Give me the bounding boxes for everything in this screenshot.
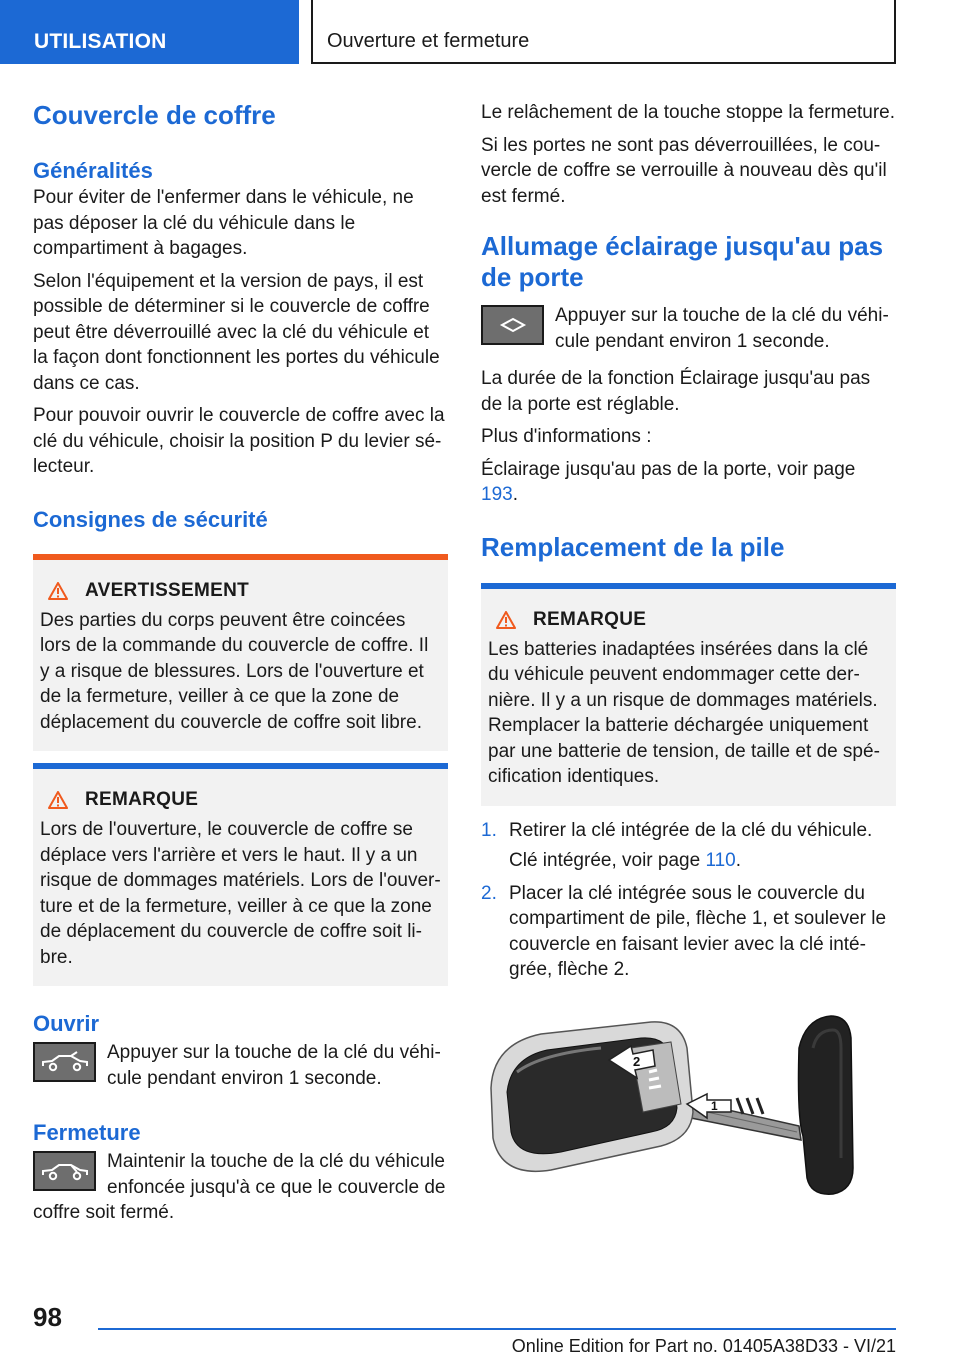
step-main-text: Retirer la clé intégrée de la clé du véhicule. bbox=[509, 819, 873, 841]
page-link-193[interactable]: 193 bbox=[481, 484, 513, 505]
paragraph: Pour éviter de l'enfermer dans le véhicule, ne pas déposer la clé du véhicule dans le compartiment à bagages. bbox=[33, 187, 414, 259]
notice-title-row bbox=[40, 789, 441, 811]
chapter-tab bbox=[311, 0, 896, 64]
step-sub bbox=[509, 848, 741, 874]
page-link-110[interactable]: 110 bbox=[705, 850, 736, 871]
step-number: 2. bbox=[481, 882, 497, 904]
steps-list bbox=[481, 818, 896, 983]
fermeture-block bbox=[33, 1149, 448, 1226]
light-diamond-icon bbox=[481, 305, 544, 345]
car-trunk-icon bbox=[33, 1151, 96, 1191]
notice-box bbox=[33, 763, 448, 986]
step-number: 1. bbox=[481, 819, 497, 841]
notice-triangle-icon bbox=[496, 611, 516, 629]
footer-divider bbox=[98, 1328, 896, 1330]
heading-generalites: Généralités bbox=[33, 158, 153, 183]
allumage-key-row bbox=[481, 303, 896, 354]
page-title: Couvercle de coffre bbox=[33, 100, 276, 130]
heading-ouvrir: Ouvrir bbox=[33, 1011, 100, 1036]
paragraph: Si les portes ne sont pas déverrouillées, le couvercle de coffre se verrouille à nouveau dès qu'il est fermé. bbox=[481, 134, 887, 207]
step-sub-text: Clé intégrée, voir page bbox=[509, 850, 706, 871]
footer-edition: Online Edition for Part no. 01405A38D33 - VI/21 bbox=[511, 1336, 896, 1356]
heading-allumage: Allumage éclairage jusqu'au pas de porte bbox=[481, 231, 884, 292]
notice-box-pile bbox=[481, 583, 896, 806]
notice-triangle-icon bbox=[48, 791, 68, 809]
key-fob-illustration bbox=[481, 1008, 896, 1204]
notice-text: Lors de l'ouverture, le couvercle de coffre se déplace vers l'arrière et vers le haut. Il y a un risque de dommages matériels. Lors de l'ouverture et de la fermeture, veiller à ce que la zone de déplacement du couvercle de coffre soit libre. bbox=[40, 819, 441, 968]
paragraph: La durée de la fonction Éclairage jusqu'au pas de la porte est réglable. bbox=[481, 368, 871, 415]
ouvrir-key-row bbox=[33, 1040, 448, 1091]
reference-text: Éclairage jusqu'au pas de la porte, voir page bbox=[481, 458, 856, 480]
warning-triangle-icon bbox=[48, 582, 68, 600]
warning-title: AVERTISSEMENT bbox=[85, 579, 250, 601]
car-trunk-icon bbox=[33, 1042, 96, 1082]
fermeture-text: Maintenir la touche de la clé du véhicule enfoncée jusqu'à ce que le couvercle de coffre soit fermé. bbox=[33, 1151, 446, 1223]
notice-title: REMARQUE bbox=[533, 608, 647, 630]
step-text bbox=[509, 818, 872, 874]
left-column bbox=[33, 100, 448, 1226]
warning-text: Des parties du corps peuvent être coincées lors de la commande du couvercle de coffre. Il y a risque de blessures. Lors de l'ouverture et de la fermeture, veiller à ce que la zone de déplacement du couvercle de coffre soit libre. bbox=[40, 609, 429, 733]
allumage-key-text: Appuyer sur la touche de la clé du véhicule pendant environ 1 seconde. bbox=[555, 305, 889, 352]
ouvrir-text: Appuyer sur la touche de la clé du véhicule pendant environ 1 seconde. bbox=[107, 1042, 441, 1089]
paragraph: Le relâchement de la touche stoppe la fermeture. bbox=[481, 102, 896, 123]
section-title: UTILISATION bbox=[34, 30, 167, 53]
section-tab bbox=[0, 0, 299, 64]
reference-line bbox=[481, 457, 896, 508]
paragraph: Plus d'informations : bbox=[481, 426, 652, 447]
heading-consignes: Consignes de sécurité bbox=[33, 506, 268, 532]
notice-title-row bbox=[488, 609, 889, 631]
arrow-label-1: 1 bbox=[711, 1099, 718, 1113]
heading-fermeture: Fermeture bbox=[33, 1120, 141, 1145]
warning-title-row bbox=[40, 580, 441, 602]
reference-end: . bbox=[512, 484, 518, 505]
chapter-title: Ouverture et fermeture bbox=[327, 30, 530, 52]
list-item bbox=[481, 881, 896, 983]
step-text: Placer la clé intégrée sous le couvercle du compartiment de pile, flèche 1, et soulever le couvercle en faisant levier avec la clé intégrée, flèche 2. bbox=[509, 882, 887, 980]
list-item bbox=[481, 818, 896, 874]
notice-text: Les batteries inadaptées insérées dans la clé du véhicule peuvent endommager cette dernière. Il y a un risque de dommages matériels. Remplacer la batterie déchargée uniquement par une batterie de tension, de taille et de spécification identiques. bbox=[488, 638, 880, 787]
notice-title: REMARQUE bbox=[85, 789, 199, 810]
right-column bbox=[481, 100, 896, 983]
paragraph: Pour pouvoir ouvrir le couvercle de coffre avec la clé du véhicule, choisir la position P du levier sélecteur. bbox=[33, 405, 445, 477]
paragraph: Selon l'équipement et la version de pays, il est possible de déterminer si le couvercle de coffre peut être déverrouillé avec la clé du véhicule et la façon dont fonctionnent les portes du véhicule dans ce cas. bbox=[33, 270, 440, 394]
arrow-label-2: 2 bbox=[633, 1054, 641, 1069]
warning-box bbox=[33, 554, 448, 752]
step-sub-end: . bbox=[735, 850, 742, 871]
heading-pile: Remplacement de la pile bbox=[481, 531, 785, 562]
page-number: 98 bbox=[33, 1302, 62, 1332]
